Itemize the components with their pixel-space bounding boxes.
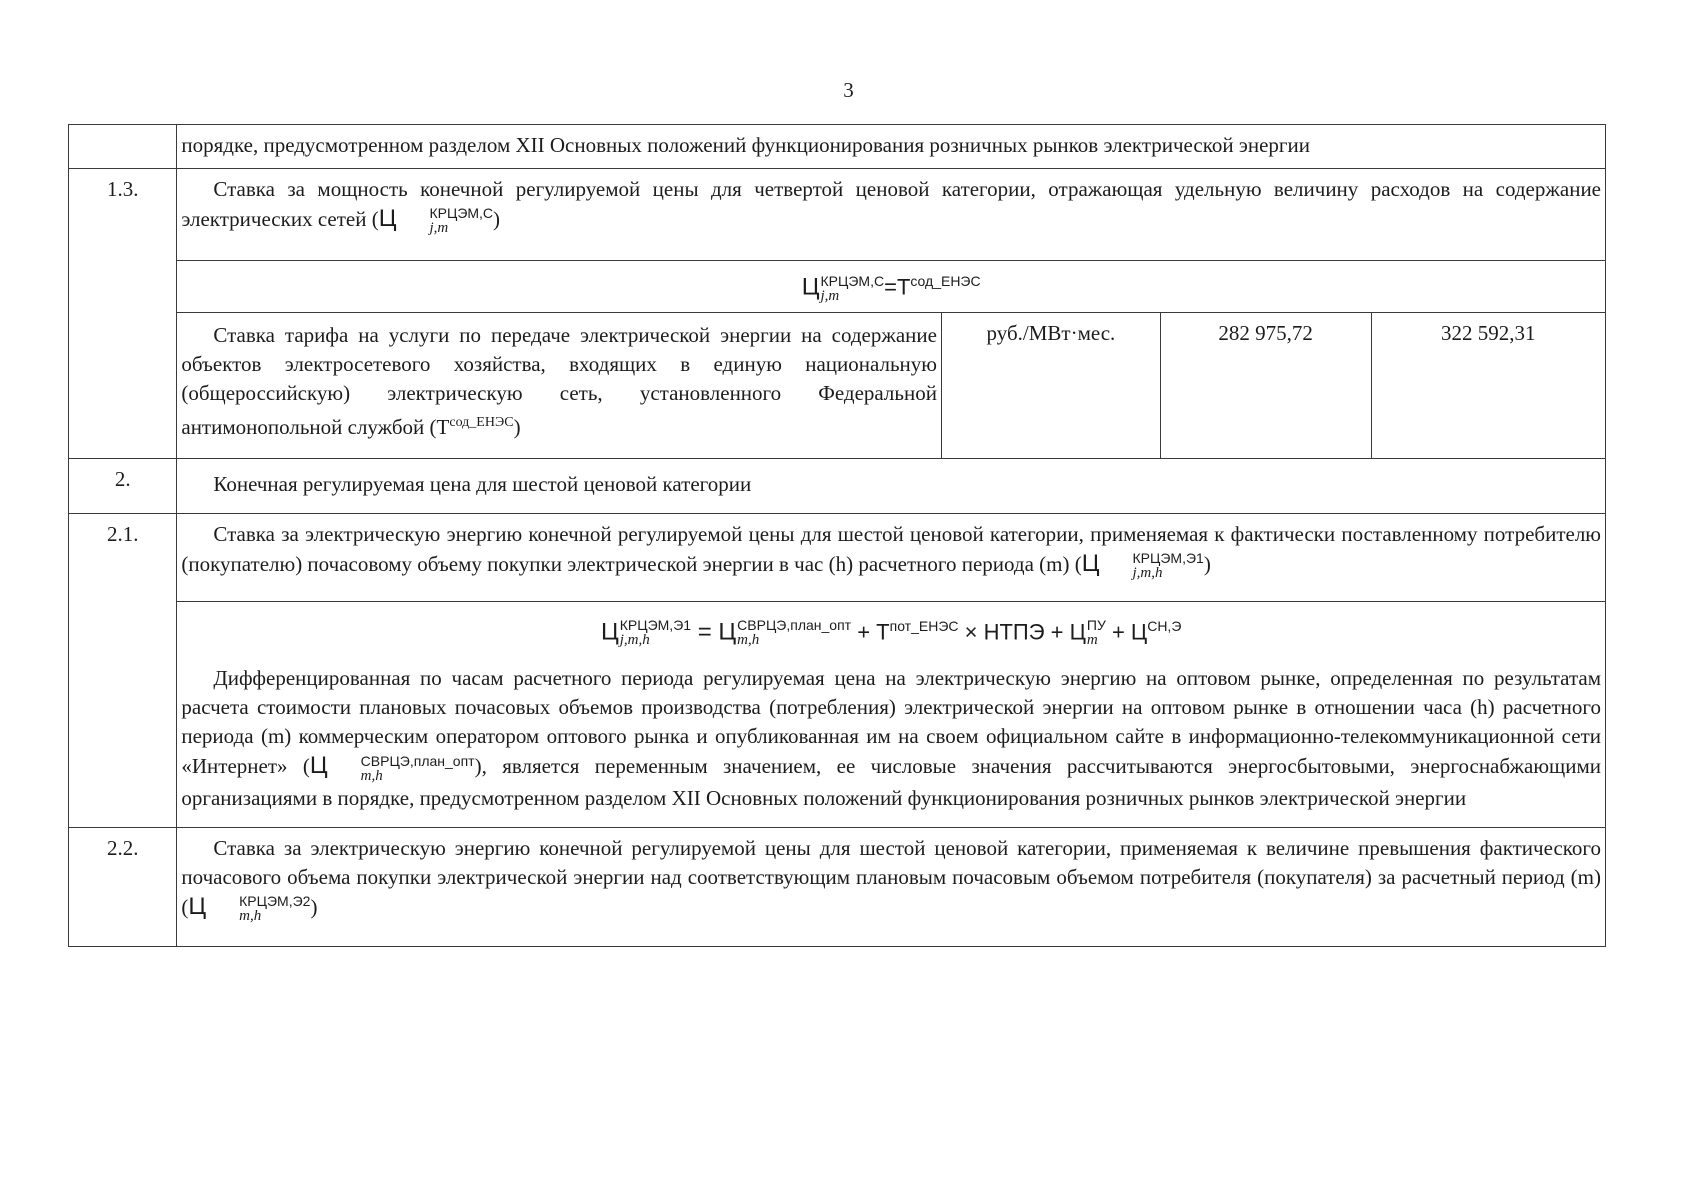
- formula-2-1-plus2: + Ц: [1105, 619, 1148, 645]
- tariff-sup: сод_ЕНЭС: [449, 414, 514, 430]
- table-row-1-3-tariff: [69, 312, 1606, 458]
- formula-1-3-eq: =Т: [884, 274, 911, 300]
- formula-2-1-t4-sub: m: [1086, 632, 1098, 649]
- row-2-1-description: [181, 664, 1601, 812]
- row-2-1-desc-after: ), является переменным значением, ее числовые значения рассчитываются энергосбытовыми, энергоснабжающими организациями в порядке, предусмотренном разделом XII Основных положений функционирования розничных рынков электрической энергии: [181, 754, 1601, 810]
- formula-1-3-rhs-sup: сод_ЕНЭС: [910, 273, 981, 290]
- tariff-unit: руб./МВт·мес.: [941, 312, 1160, 458]
- formula-1-3-lhs-sup: КРЦЭМ,С: [820, 272, 885, 289]
- formula-2-1-t1-sub: j,m,h: [619, 632, 650, 649]
- row-2-2-heading-symbol: Ц: [188, 892, 207, 920]
- row-2-2-heading-text: Ставка за электрическую энергию конечной регулируемой цены для шестой ценовой категории, применяемая к величине превышения фактического почасового объема покупки электрической энергии над соответствующим плановым почасовым объемом потребителя (покупателя) за расчетный период (m) (: [181, 835, 1601, 919]
- table-row-2-1-body: [69, 601, 1606, 827]
- row-2-2-heading-close: ): [310, 894, 318, 919]
- row-1-3-formula: [177, 261, 1606, 313]
- row-2-1-heading-sub: j,m,h: [1132, 564, 1163, 581]
- row-1-3-heading-sub: j,m: [429, 220, 449, 237]
- row-2-1-desc-sub: m,h: [360, 767, 383, 784]
- formula-2-1-t4-sup: ПУ: [1086, 617, 1106, 634]
- row-1-3-tariff-description: [177, 312, 942, 458]
- table-row-1-3-heading: [69, 169, 1606, 261]
- row-2-1-desc-sup: СВРЦЭ,план_опт: [360, 752, 475, 769]
- formula-2-1-t1-sup: КРЦЭМ,Э1: [619, 617, 692, 634]
- table-row-2: [69, 458, 1606, 513]
- table-row-continuation: [69, 125, 1606, 169]
- row-2-1-body: [177, 601, 1606, 827]
- tariff-table: [68, 124, 1606, 947]
- row-1-3-heading-text: Ставка за мощность конечной регулируемой цены для четвертой ценовой категории, отражающая удельную величину расходов на содержание электрических сетей (: [181, 177, 1601, 231]
- row-2-2-heading: [177, 827, 1606, 946]
- row-2-1-heading-symbol: Ц: [1081, 549, 1100, 577]
- tariff-value-1: 282 975,72: [1160, 312, 1371, 458]
- tariff-text: Ставка тарифа на услуги по передаче электрической энергии на содержание объектов электросетевого хозяйства, входящих в единую национальную (общероссийскую) электрическую сеть, установленного Федеральной антимонопольной службой (Т: [181, 322, 937, 439]
- table-row-2-2: [69, 827, 1606, 946]
- row-2-text: Конечная регулируемая цена для шестой ценовой категории: [177, 458, 1606, 513]
- table-row-2-1-heading: [69, 513, 1606, 601]
- formula-1-3-lhs: Ц: [801, 273, 820, 301]
- formula-2-1-t3-sup: пот_ЕНЭС: [889, 617, 959, 634]
- row-2-2-heading-sup: КРЦЭМ,Э2: [239, 892, 311, 909]
- row-1-3-heading-close: ): [493, 207, 501, 231]
- row-number-2-2: 2.2.: [69, 827, 177, 946]
- row-2-1-heading-sup: КРЦЭМ,Э1: [1132, 549, 1204, 566]
- row-2-1-desc-before: Дифференцированная по часам расчетного периода регулируемая цена на электрическую энергию на оптовом рынке, определенная по результатам расчета стоимости плановых почасовых объемов производства (потребления) электрической энергии на оптовом рынке в отношении часа (h) расчетного периода (m) коммерческим оператором оптового рынка и опубликованная им на своем официальном сайте в информационно-телекоммуникационной сети «Интернет» (: [181, 666, 1601, 779]
- row-2-1-desc-symbol: Ц: [309, 752, 328, 780]
- formula-2-1-times: × НТПЭ + Ц: [958, 619, 1086, 645]
- row-2-1-heading: [177, 513, 1606, 601]
- row-1-3-heading-sup: КРЦЭМ,С: [429, 205, 494, 222]
- row-1-3-heading-symbol: Ц: [378, 205, 397, 232]
- row-2-2-heading-sub: m,h: [239, 907, 262, 924]
- page-number: 3: [843, 78, 854, 102]
- row-number-empty: [69, 125, 177, 169]
- tariff-close: ): [513, 414, 521, 439]
- formula-2-1-t2-sub: m,h: [737, 632, 760, 649]
- formula-2-1-eq: = Ц: [691, 618, 737, 646]
- row-2-1-formula: [181, 612, 1601, 655]
- formula-2-1-t1: Ц: [600, 618, 619, 646]
- formula-2-1-plus1: + Т: [851, 619, 890, 645]
- row-number-2-1: 2.1.: [69, 513, 177, 827]
- row-2-1-heading-close: ): [1203, 551, 1211, 576]
- tariff-value-2: 322 592,31: [1371, 312, 1605, 458]
- row-number-1-3: 1.3.: [69, 169, 177, 459]
- continuation-text: порядке, предусмотренном разделом XII Основных положений функционирования розничных рынков электрической энергии: [177, 125, 1606, 169]
- row-number-2: 2.: [69, 458, 177, 513]
- formula-1-3-lhs-sub: j,m: [820, 287, 840, 304]
- row-2-1-heading-text: Ставка за электрическую энергию конечной регулируемой цены для шестой ценовой категории, применяемая к фактически поставленному потребителю (покупателю) почасовому объему покупки электрической энергии в час (h) расчетного периода (m) (: [181, 521, 1601, 576]
- formula-2-1-t2-sup: СВРЦЭ,план_опт: [737, 617, 852, 634]
- table-row-1-3-formula: [69, 261, 1606, 313]
- formula-2-1-t5-sup: СН,Э: [1147, 617, 1182, 634]
- row-1-3-heading: [177, 169, 1606, 261]
